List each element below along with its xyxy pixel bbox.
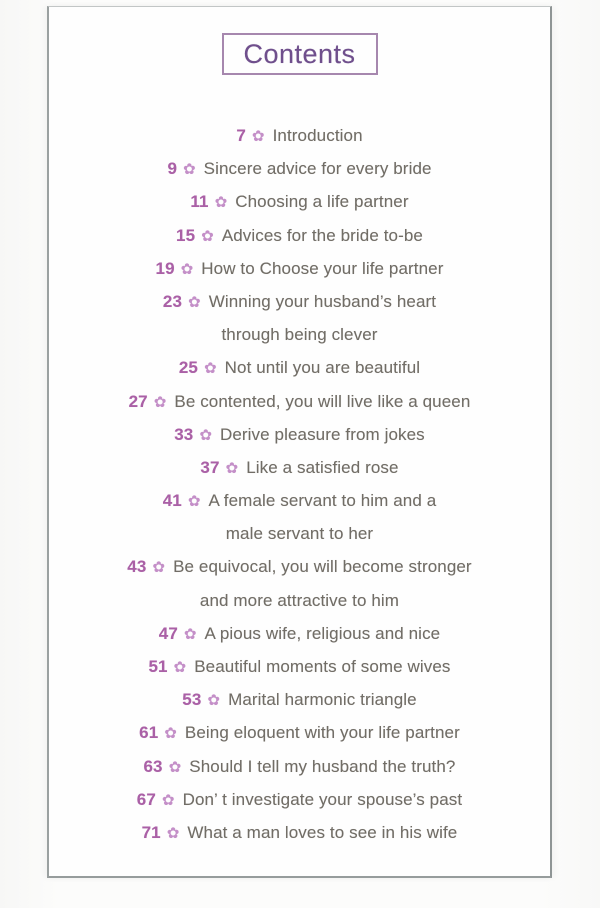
entry-title: What a man loves to see in his wife xyxy=(187,822,458,842)
entry-title: Marital harmonic triangle xyxy=(228,690,417,710)
contents-title: Contents xyxy=(243,38,356,69)
contents-entry-continuation-line xyxy=(49,584,550,617)
entry-title: Beautiful moments of some wives xyxy=(194,657,451,676)
flower-icon: ✿ xyxy=(225,458,239,477)
contents-entry xyxy=(49,783,550,816)
flower-icon: ✿ xyxy=(183,624,197,643)
contents-entry xyxy=(49,484,550,550)
flower-icon: ✿ xyxy=(187,492,201,511)
contents-entry xyxy=(49,385,550,418)
entry-page-number: 11 xyxy=(190,192,209,212)
flower-icon: ✿ xyxy=(201,226,214,245)
entry-page-number: 23 xyxy=(162,291,183,311)
contents-entry xyxy=(49,252,550,285)
entry-title: A female servant to him and a xyxy=(208,491,437,511)
flower-icon: ✿ xyxy=(173,658,187,676)
entry-page-number: 63 xyxy=(143,756,163,776)
contents-entry-line xyxy=(49,683,550,716)
entry-page-number: 43 xyxy=(127,557,147,577)
entry-page-number: 7 xyxy=(236,126,246,145)
contents-entry-line xyxy=(49,285,550,318)
entry-page-number: 67 xyxy=(136,789,156,809)
flower-icon: ✿ xyxy=(188,292,201,311)
contents-title-box xyxy=(222,33,378,75)
entry-page-number: 27 xyxy=(128,391,148,411)
entry-title: Choosing a life partner xyxy=(235,192,409,212)
contents-entry-line xyxy=(49,219,550,252)
entry-title-continuation: male servant to her xyxy=(225,524,374,544)
entry-page-number: 37 xyxy=(200,457,220,477)
contents-entry-line xyxy=(49,617,550,650)
flower-icon: ✿ xyxy=(207,691,221,710)
entry-title: Like a satisfied rose xyxy=(246,457,399,477)
entry-title: Be equivocal, you will become stronger xyxy=(173,557,472,577)
contents-entry-line xyxy=(49,783,550,816)
contents-entry-line xyxy=(49,152,550,185)
entry-page-number: 25 xyxy=(178,358,198,378)
entry-page-number: 33 xyxy=(174,424,194,444)
contents-entry-line xyxy=(49,385,550,418)
entry-title: Derive pleasure from jokes xyxy=(219,424,425,444)
entry-page-number: 47 xyxy=(158,623,178,643)
flower-icon: ✿ xyxy=(251,127,265,145)
entry-page-number: 41 xyxy=(162,491,182,511)
entry-title: Winning your husband’s heart xyxy=(208,291,437,311)
contents-entry-line xyxy=(49,451,550,484)
flower-icon: ✿ xyxy=(166,823,180,842)
contents-entry xyxy=(49,351,550,384)
contents-entry xyxy=(49,650,550,683)
contents-entry-line xyxy=(49,185,550,218)
entry-title-continuation: and more attractive to him xyxy=(199,590,400,610)
contents-entry-line xyxy=(49,119,550,152)
entry-page-number: 9 xyxy=(167,159,177,179)
flower-icon: ✿ xyxy=(152,558,166,577)
entry-title: Be contented, you will live like a queen xyxy=(174,391,471,411)
contents-entry xyxy=(49,418,550,451)
entry-page-number: 71 xyxy=(141,822,161,842)
contents-entry-continuation-line xyxy=(49,517,550,550)
entry-page-number: 61 xyxy=(139,723,159,743)
flower-icon: ✿ xyxy=(199,425,212,444)
entry-title: Should I tell my husband the truth? xyxy=(189,756,456,776)
contents-entry-line xyxy=(49,418,550,451)
entry-title: Introduction xyxy=(272,126,363,145)
contents-entry xyxy=(49,716,550,749)
flower-icon: ✿ xyxy=(203,359,217,378)
contents-entry-line xyxy=(49,550,550,583)
contents-entry xyxy=(49,750,550,783)
contents-entry xyxy=(49,550,550,616)
flower-icon: ✿ xyxy=(161,790,175,809)
contents-entry xyxy=(49,185,550,218)
contents-entry xyxy=(49,683,550,716)
flower-icon: ✿ xyxy=(164,724,177,743)
entry-title: Sincere advice for every bride xyxy=(203,159,432,179)
flower-icon: ✿ xyxy=(153,392,167,411)
contents-entry xyxy=(49,816,550,849)
entry-page-number: 15 xyxy=(176,225,196,245)
entry-title: How to Choose your life partner xyxy=(201,258,444,278)
book-page xyxy=(47,6,552,878)
contents-list xyxy=(49,119,550,849)
contents-entry-continuation-line xyxy=(49,318,550,351)
entry-title: Not until you are beautiful xyxy=(224,358,421,378)
entry-title: Don’ t investigate your spouse’s past xyxy=(182,789,463,809)
contents-entry xyxy=(49,219,550,252)
contents-entry xyxy=(49,152,550,185)
contents-entry xyxy=(49,285,550,351)
entry-page-number: 51 xyxy=(148,657,168,676)
entry-page-number: 53 xyxy=(182,690,202,710)
contents-entry-line xyxy=(49,816,550,849)
contents-entry-line xyxy=(49,351,550,384)
entry-title-continuation: through being clever xyxy=(221,325,378,345)
flower-icon: ✿ xyxy=(183,160,196,179)
contents-entry xyxy=(49,119,550,152)
contents-entry-line xyxy=(49,650,550,683)
flower-icon: ✿ xyxy=(214,193,228,212)
entry-title: A pious wife, religious and nice xyxy=(204,623,441,643)
entry-page-number: 19 xyxy=(155,258,175,278)
flower-icon: ✿ xyxy=(180,259,194,278)
contents-entry xyxy=(49,451,550,484)
contents-entry-line xyxy=(49,716,550,749)
contents-entry-line xyxy=(49,484,550,517)
flower-icon: ✿ xyxy=(168,757,182,776)
contents-entry-line xyxy=(49,750,550,783)
contents-entry-line xyxy=(49,252,550,285)
contents-entry xyxy=(49,617,550,650)
entry-title: Advices for the bride to-be xyxy=(221,225,423,245)
entry-title: Being eloquent with your life partner xyxy=(184,723,460,743)
